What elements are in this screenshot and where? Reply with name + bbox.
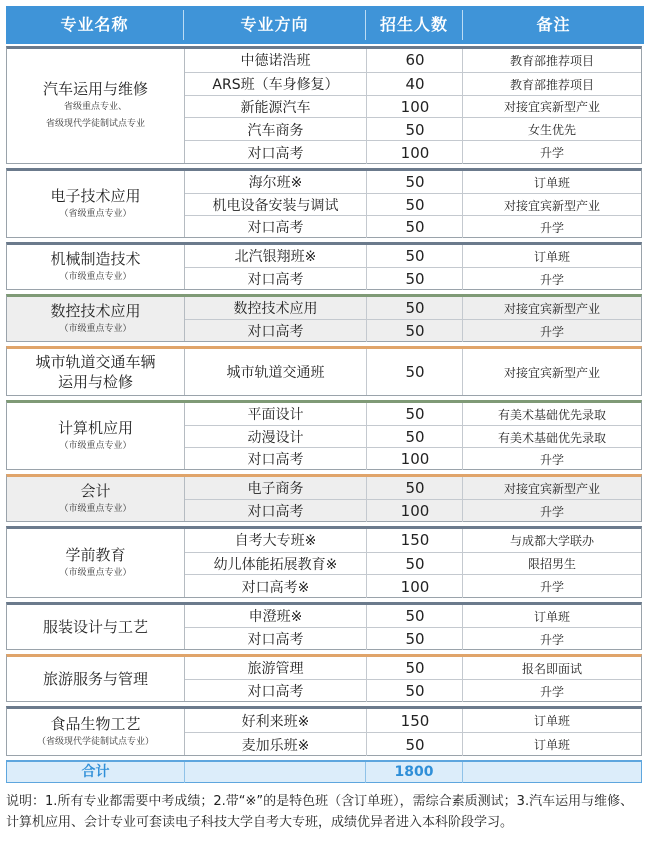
header-direction: 专业方向 (240, 15, 309, 34)
direction-cell: 中德诺浩班 (240, 53, 311, 70)
table-row (185, 140, 641, 164)
count-cell: 50 (366, 297, 463, 319)
count-cell: 100 (366, 141, 463, 164)
count-cell: 100 (366, 575, 463, 598)
table-row (185, 425, 641, 448)
table-row (185, 529, 641, 552)
remark-cell: 对接宜宾新型产业 (462, 297, 641, 319)
direction-cell: 自考大专班※ (234, 533, 317, 550)
total-label: 合计 (81, 764, 110, 780)
major-level-note: （市级重点专业） (59, 323, 132, 334)
table-row (185, 499, 641, 522)
remark-cell: 升学 (462, 320, 641, 342)
major-group (6, 706, 642, 756)
count-cell: 50 (366, 553, 463, 576)
table-row (185, 403, 641, 425)
major-name: 城市轨道交通车辆 (35, 353, 156, 371)
direction-cell: 对口高考 (247, 452, 304, 468)
table-row (185, 447, 641, 470)
major-level-note: （市级重点专业） (59, 440, 132, 451)
major-name-cell (7, 297, 185, 341)
count-cell: 50 (366, 349, 463, 395)
remark-cell: 教育部推荐项目 (462, 73, 641, 96)
major-name: 电子技术应用 (50, 186, 141, 205)
major-group (6, 474, 642, 522)
table-row (185, 267, 641, 290)
direction-cell: 北汽银翔班※ (234, 249, 317, 265)
direction-cell: 对口高考 (247, 220, 304, 236)
major-group (6, 654, 642, 702)
major-name-cell (7, 657, 185, 701)
total-count: 1800 (394, 764, 434, 780)
count-cell: 50 (366, 733, 463, 756)
remark-cell: 订单班 (462, 171, 641, 193)
count-cell: 50 (366, 403, 463, 425)
remark-cell: 升学 (462, 268, 641, 290)
major-level-note: （市级重点专业） (59, 567, 132, 578)
major-name: 食品生物工艺 (50, 714, 141, 733)
remark-cell: 升学 (462, 141, 641, 164)
major-name: 学前教育 (65, 545, 126, 564)
direction-cell: 对口高考 (247, 504, 304, 520)
table-row (185, 552, 641, 576)
major-group (6, 46, 642, 164)
table-row (185, 319, 641, 342)
direction-cell: ARS班（车身修复） (212, 77, 339, 94)
remark-cell: 升学 (462, 575, 641, 598)
major-name: 汽车运用与维修 (42, 80, 148, 98)
major-name-cell (7, 709, 185, 755)
count-cell: 50 (366, 194, 463, 216)
major-name-cell (7, 49, 185, 163)
direction-cell: 城市轨道交通班 (226, 365, 325, 381)
table-row (185, 349, 641, 395)
major-name: 旅游服务与管理 (42, 670, 148, 688)
count-cell: 50 (366, 628, 463, 650)
direction-cell: 数控技术应用 (233, 301, 318, 317)
count-cell: 50 (366, 477, 463, 499)
count-cell: 50 (366, 245, 463, 267)
direction-cell: 平面设计 (247, 407, 304, 423)
direction-cell: 麦加乐班※ (241, 737, 310, 754)
direction-cell: 旅游管理 (247, 661, 304, 677)
footnote: 说明：1.所有专业都需要中考成绩；2.带“※”的是特色班（含订单班），需综合素质测试；3.汽车运用与维修、计算机应用、会计专业可套读电子科技大学自考大专班，成绩优异者进入本科阶段学习。 (6, 794, 634, 830)
major-name-line2: 运用与检修 (57, 373, 133, 391)
remark-cell: 限招男生 (462, 553, 641, 576)
direction-cell: 申澄班※ (248, 609, 303, 625)
direction-cell: 汽车商务 (247, 122, 304, 139)
direction-cell: 动漫设计 (247, 430, 304, 446)
count-cell: 50 (366, 171, 463, 193)
major-name-cell (7, 403, 185, 469)
major-name: 计算机应用 (57, 418, 133, 437)
count-cell: 100 (366, 500, 463, 522)
remark-cell: 升学 (462, 628, 641, 650)
direction-cell: 对口高考 (247, 145, 304, 162)
count-cell: 50 (366, 680, 463, 702)
table-row (185, 95, 641, 119)
remark-cell: 升学 (462, 500, 641, 522)
direction-cell: 机电设备安装与调试 (212, 198, 339, 214)
remark-cell: 与成都大学联办 (462, 529, 641, 552)
table-row (185, 49, 641, 72)
major-name: 数控技术应用 (50, 301, 141, 320)
table-row (185, 605, 641, 627)
count-cell: 150 (366, 709, 463, 732)
major-level-note: （省级重点专业） (59, 208, 132, 219)
direction-cell: 海尔班※ (248, 175, 303, 191)
header-count: 招生人数 (379, 15, 448, 34)
major-group (6, 526, 642, 598)
table-row (185, 297, 641, 319)
major-name: 机械制造技术 (50, 249, 141, 268)
major-level-note: 省级现代学徒制试点专业 (45, 119, 145, 129)
count-cell: 50 (366, 268, 463, 290)
remark-cell: 对接宜宾新型产业 (462, 349, 641, 395)
major-level-note: （市级重点专业） (59, 271, 132, 282)
direction-cell: 对口高考 (247, 684, 304, 700)
remark-cell: 订单班 (462, 733, 641, 756)
table-row (185, 193, 641, 216)
direction-cell: 好利来班※ (241, 713, 310, 730)
direction-cell: 对口高考 (247, 632, 304, 648)
direction-cell: 新能源汽车 (240, 99, 311, 116)
major-name: 服装设计与工艺 (42, 618, 148, 636)
table-row (185, 709, 641, 732)
remark-cell: 女生优先 (462, 118, 641, 141)
header-remark: 备注 (536, 15, 571, 34)
table-row (185, 72, 641, 96)
major-level-note: （省级现代学徒制试点专业） (36, 736, 154, 747)
remark-cell: 对接宜宾新型产业 (462, 477, 641, 499)
major-name-cell (7, 529, 185, 597)
major-group (6, 602, 642, 650)
direction-cell: 对口高考※ (241, 579, 310, 596)
table-header (6, 6, 644, 44)
remark-cell: 有美术基础优先录取 (462, 426, 641, 448)
table-row (185, 627, 641, 650)
table-row (185, 574, 641, 598)
direction-cell: 对口高考 (247, 272, 304, 288)
direction-cell: 幼儿体能拓展教育※ (213, 556, 338, 573)
count-cell: 40 (366, 73, 463, 96)
table-row (185, 117, 641, 141)
major-group (6, 346, 642, 396)
table-row (185, 245, 641, 267)
remark-cell: 对接宜宾新型产业 (462, 194, 641, 216)
remark-cell: 订单班 (462, 605, 641, 627)
remark-cell: 教育部推荐项目 (462, 49, 641, 72)
table-row (185, 477, 641, 499)
remark-cell: 升学 (462, 448, 641, 470)
remark-cell: 对接宜宾新型产业 (462, 96, 641, 119)
count-cell: 50 (366, 320, 463, 342)
table-row (185, 215, 641, 238)
remark-cell: 订单班 (462, 245, 641, 267)
table-row (185, 171, 641, 193)
direction-cell: 电子商务 (247, 481, 304, 497)
major-group (6, 242, 642, 290)
total-row (6, 760, 642, 783)
major-group (6, 400, 642, 470)
major-level-note: 省级重点专业、 (63, 102, 127, 112)
table-row (185, 657, 641, 679)
count-cell: 150 (366, 529, 463, 552)
count-cell: 50 (366, 426, 463, 448)
remark-cell: 订单班 (462, 709, 641, 732)
major-group (6, 294, 642, 342)
count-cell: 60 (366, 49, 463, 72)
table-row (185, 679, 641, 702)
major-name-cell (7, 605, 185, 649)
direction-cell: 对口高考 (247, 324, 304, 340)
remark-cell: 升学 (462, 680, 641, 702)
major-name-cell (7, 349, 185, 395)
count-cell: 50 (366, 657, 463, 679)
remark-cell: 报名即面试 (462, 657, 641, 679)
remark-cell: 升学 (462, 216, 641, 238)
table-row (185, 732, 641, 756)
major-name-cell (7, 477, 185, 521)
count-cell: 100 (366, 448, 463, 470)
major-level-note: （市级重点专业） (59, 503, 132, 514)
count-cell: 50 (366, 216, 463, 238)
major-group (6, 168, 642, 238)
remark-cell: 有美术基础优先录取 (462, 403, 641, 425)
count-cell: 50 (366, 605, 463, 627)
major-name-cell (7, 245, 185, 289)
major-name: 会计 (80, 481, 111, 500)
count-cell: 50 (366, 118, 463, 141)
header-major-name: 专业名称 (60, 15, 129, 34)
count-cell: 100 (366, 96, 463, 119)
major-name-cell (7, 171, 185, 237)
